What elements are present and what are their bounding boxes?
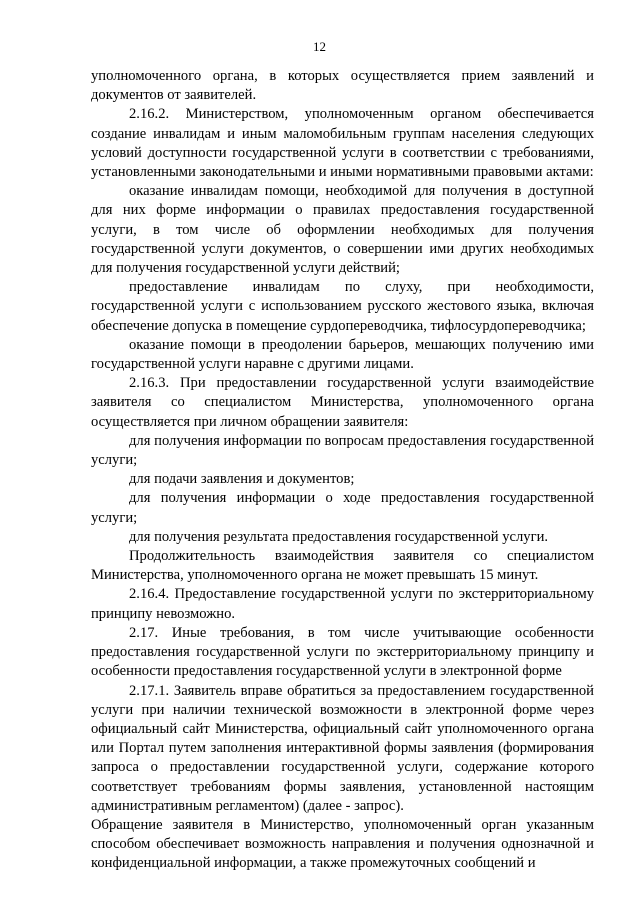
paragraph: для получения информации о ходе предоставления государственной услуги; xyxy=(91,490,594,526)
paragraph: оказание инвалидам помощи, необходимой для получения в доступной для них форме информации о правилах предоставления государственной услуги, в том числе об оформлении необходимых для получения государственной услуги документов, о совершении ими других необходимых для получения государственной услуги действий; xyxy=(91,183,594,277)
paragraph: предоставление инвалидам по слуху, при необходимости, государственной услуги с использованием русского жестового языка, включая обеспечение допуска в помещение сурдопереводчика, тифлосурдопереводчика; xyxy=(91,279,594,334)
paragraph: для подачи заявления и документов; xyxy=(129,471,355,488)
paragraph: Обращение заявителя в Министерство, уполномоченный орган указанным способом обеспечивает возможность направления и получения однозначной и конфиденциальной информации, а также промежуточных сообщений и xyxy=(91,816,594,872)
paragraph: Продолжительность взаимодействия заявителя со специалистом Министерства, уполномоченного органа не может превышать 15 минут. xyxy=(91,548,594,584)
paragraph: 2.16.3. При предоставлении государственной услуги взаимодействие заявителя со специалистом Министерства, уполномоченного органа осуществляется при личном обращении заявителя: xyxy=(91,375,594,430)
paragraph: 2.16.2. Министерством, уполномоченным органом обеспечивается создание инвалидам и иным маломобильным группам населения следующих условий доступности государственной услуги в соответствии с требованиями, установленными законодательными и иными нормативными правовыми актами: xyxy=(91,106,594,181)
paragraph: 2.17.1. Заявитель вправе обратиться за предоставлением государственной услуги при наличии технической возможности в электронной форме через официальный сайт Министерства, официальный сайт уполномоченного органа или Портал путем заполнения интерактивной формы заявления (формирования запроса о предоставлении государственной услуги, содержание которого соответствует требованиям формы заявления, установленной настоящим административным регламентом) (далее - запрос). xyxy=(91,682,594,814)
paragraph: 2.17. Иные требования, в том числе учитывающие особенности предоставления государственной услуги по экстерриториальному принципу и особенности предоставления государственной услуги в электронной форме xyxy=(91,624,594,680)
page-number: 12 xyxy=(313,39,326,54)
paragraph: для получения информации по вопросам предоставления государственной услуги; xyxy=(91,432,594,469)
paragraph: оказание помощи в преодолении барьеров, мешающих получению ими государственной услуги наравне с другими лицами. xyxy=(91,336,594,373)
paragraph: 2.16.4. Предоставление государственной услуги по экстерриториальному принципу невозможно. xyxy=(91,586,594,622)
paragraph: уполномоченного органа, в которых осуществляется прием заявлений и документов от заявителей. xyxy=(91,68,594,104)
document-body xyxy=(91,67,594,874)
paragraph: для получения результата предоставления государственной услуги. xyxy=(129,528,549,545)
